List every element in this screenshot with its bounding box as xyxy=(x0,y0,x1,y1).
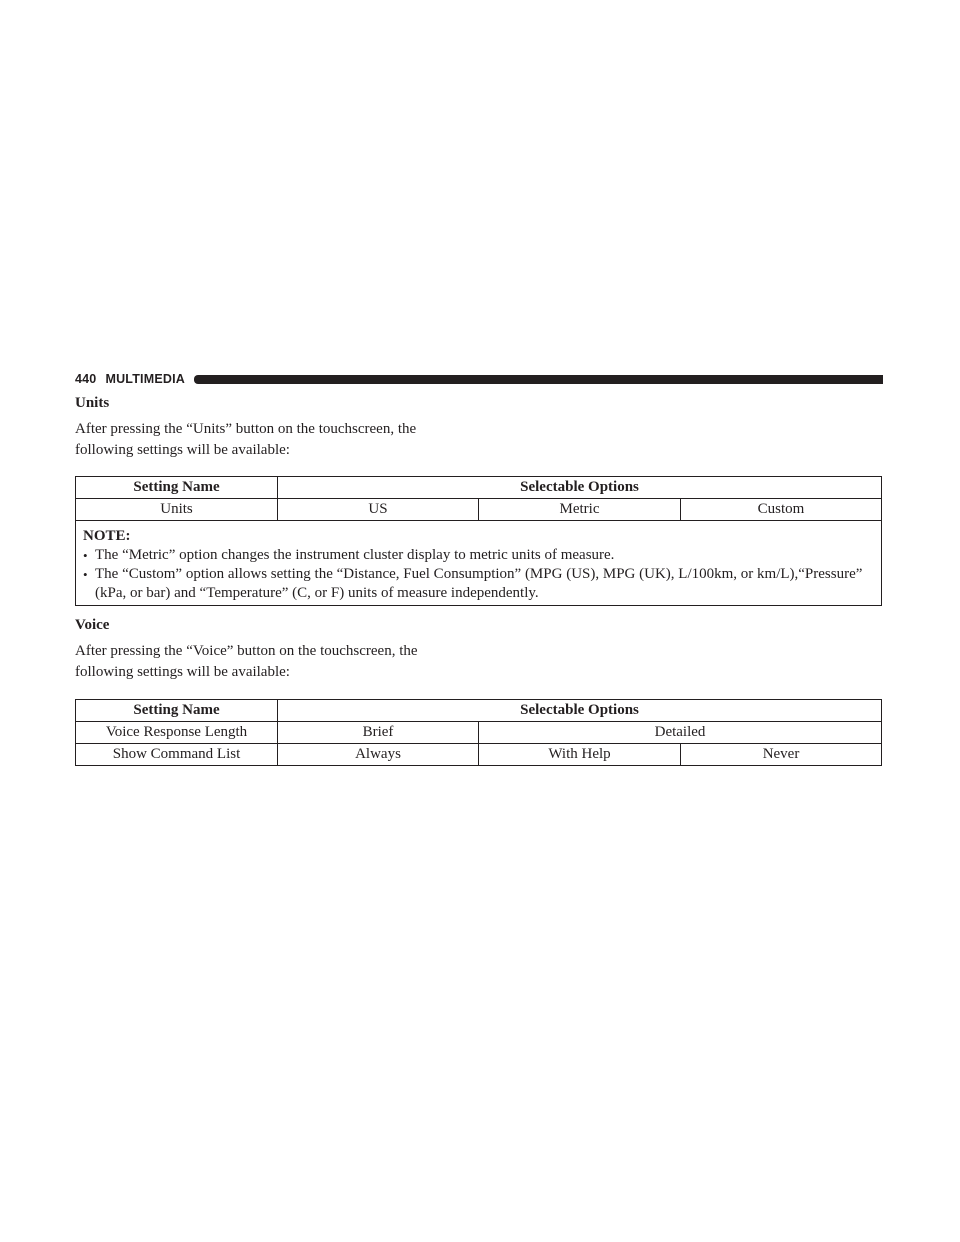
voice-heading: Voice xyxy=(75,617,110,633)
page-header xyxy=(75,372,883,386)
col-header-selectable-options: Selectable Options xyxy=(278,477,882,499)
voice-intro-line1: After pressing the “Voice” button on the touchscreen, the xyxy=(75,643,418,659)
voice-settings-table xyxy=(75,699,882,766)
note-text: The “Metric” option changes the instrument cluster display to metric units of measure. xyxy=(95,547,615,563)
col-header-selectable-options: Selectable Options xyxy=(278,700,882,722)
setting-name-show-command-list: Show Command List xyxy=(76,744,278,766)
voice-intro-line2: following settings will be available: xyxy=(75,664,290,680)
note-title: NOTE: xyxy=(83,528,131,544)
note-text: The “Custom” option allows setting the “Distance, Fuel Consumption” (MPG (US), MPG (UK), L/100km, or km/L),“Pressure” (kPa, or bar) and “Temperature” (C, or F) units of measure independently. xyxy=(95,566,863,601)
option-always: Always xyxy=(278,744,479,766)
table-row xyxy=(76,499,882,521)
option-metric: Metric xyxy=(479,499,681,521)
units-intro xyxy=(75,419,475,461)
option-never: Never xyxy=(681,744,882,766)
note-bullet-item xyxy=(83,546,874,565)
setting-name-voice-response-length: Voice Response Length xyxy=(76,722,278,744)
units-intro-line1: After pressing the “Units” button on the touchscreen, the xyxy=(75,421,417,437)
voice-intro xyxy=(75,641,475,683)
note-row xyxy=(76,521,882,606)
option-brief: Brief xyxy=(278,722,479,744)
col-header-setting-name: Setting Name xyxy=(76,700,278,722)
page-number: 440 xyxy=(75,372,97,386)
option-us: US xyxy=(278,499,479,521)
units-heading: Units xyxy=(75,395,110,411)
table-header-row xyxy=(76,700,882,722)
header-rule xyxy=(194,375,883,384)
table-row xyxy=(76,744,882,766)
bullet-icon: • xyxy=(83,567,88,582)
option-custom: Custom xyxy=(681,499,882,521)
table-row xyxy=(76,722,882,744)
section-label: MULTIMEDIA xyxy=(105,372,186,386)
note-bullet-item xyxy=(83,565,874,603)
option-with-help: With Help xyxy=(479,744,681,766)
setting-name-units: Units xyxy=(76,499,278,521)
table-header-row xyxy=(76,477,882,499)
units-settings-table xyxy=(75,476,882,606)
note-cell xyxy=(76,521,882,606)
col-header-setting-name: Setting Name xyxy=(76,477,278,499)
units-intro-line2: following settings will be available: xyxy=(75,442,290,458)
bullet-icon: • xyxy=(83,548,88,563)
option-detailed: Detailed xyxy=(479,722,882,744)
